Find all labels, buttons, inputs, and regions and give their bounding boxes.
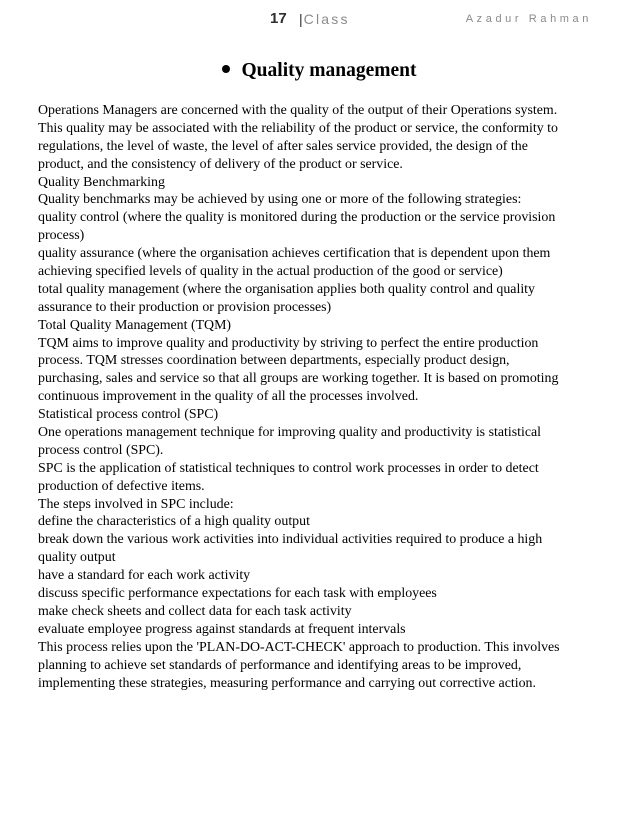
body-text [38, 102, 606, 692]
text-line: quality assurance (where the organisation achieves certification that is dependent upon them [38, 246, 551, 262]
text-line: process) [38, 228, 85, 244]
text-line: product, and the consistency of delivery of the product or service. [38, 156, 403, 172]
text-line: Total Quality Management (TQM) [38, 317, 232, 333]
text-line: production of defective items. [38, 478, 205, 494]
text-line: process control (SPC). [38, 442, 164, 458]
text-line: Quality Benchmarking [38, 174, 165, 190]
text-line: achieving specified levels of quality in the actual production of the good or service) [38, 264, 503, 280]
section-heading [0, 60, 638, 82]
text-line: TQM aims to improve quality and productivity by striving to perfect the entire production [38, 335, 539, 351]
bullet-icon [222, 65, 230, 73]
section-heading-text: Quality management [241, 60, 417, 81]
text-line: Statistical process control (SPC) [38, 407, 219, 423]
text-line: quality output [38, 550, 116, 566]
text-line: This quality may be associated with the reliability of the product or service, the conformity to [38, 120, 558, 136]
text-line: planning to achieve set standards of performance and identifying areas to be improved, [38, 657, 522, 673]
text-line: This process relies upon the 'PLAN-DO-ACT-CHECK' approach to production. This involves [38, 639, 560, 655]
text-line: have a standard for each work activity [38, 568, 251, 584]
text-line: implementing these strategies, measuring performance and carrying out corrective action. [38, 675, 536, 691]
text-line: define the characteristics of a high quality output [38, 514, 310, 530]
page-number: 17 [270, 10, 287, 27]
text-line: Operations Managers are concerned with the quality of the output of their Operations system. [38, 103, 558, 118]
text-line: purchasing, sales and service so that all groups are working together. It is based on promoting [38, 371, 559, 387]
text-line: discuss specific performance expectations for each task with employees [38, 586, 437, 602]
text-line: process. TQM stresses coordination between departments, especially product design, [38, 353, 510, 369]
header-separator: | [299, 11, 303, 27]
header-section [299, 11, 350, 27]
header-section-label: Class [303, 11, 350, 27]
text-line: SPC is the application of statistical techniques to control work processes in order to detect [38, 460, 539, 476]
text-line: quality control (where the quality is monitored during the production or the service provision [38, 210, 556, 226]
text-line: Quality benchmarks may be achieved by using one or more of the following strategies: [38, 192, 522, 208]
text-line: continuous improvement in the quality of all the processes involved. [38, 389, 419, 405]
text-line: regulations, the level of waste, the level of after sales service provided, the design of the [38, 138, 528, 154]
text-line: evaluate employee progress against standards at frequent intervals [38, 621, 406, 637]
header-author: Azadur Rahman [465, 13, 592, 25]
text-line: break down the various work activities into individual activities required to produce a high [38, 532, 543, 548]
text-line: assurance to their production or provision processes) [38, 299, 332, 315]
text-line: total quality management (where the organisation applies both quality control and quality [38, 281, 535, 297]
page-header [0, 10, 638, 32]
text-line: The steps involved in SPC include: [38, 496, 234, 512]
text-line: make check sheets and collect data for each task activity [38, 603, 352, 619]
text-line: One operations management technique for improving quality and productivity is statistical [38, 425, 542, 441]
